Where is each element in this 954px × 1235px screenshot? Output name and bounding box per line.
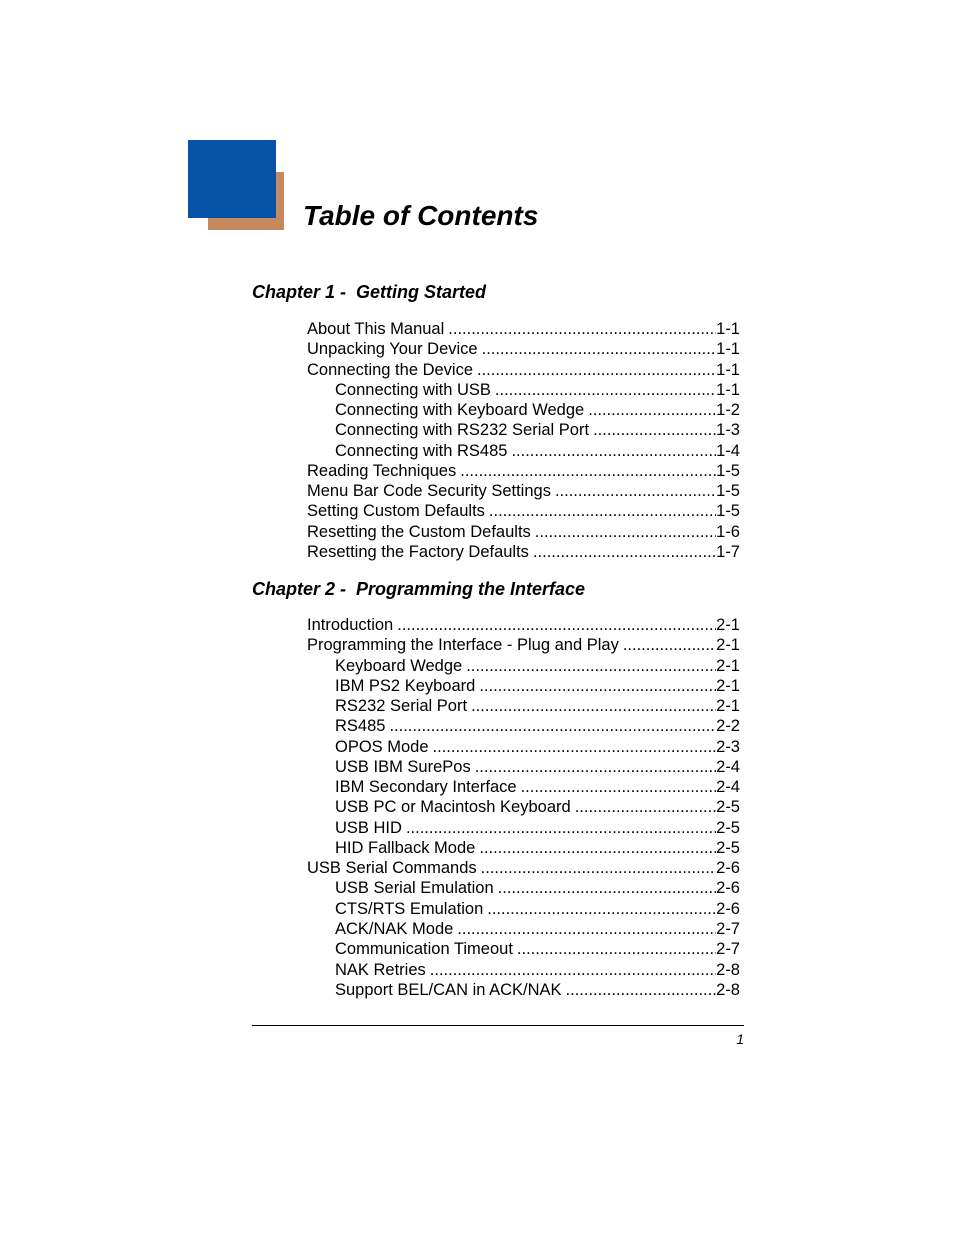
- page-number: 1: [736, 1031, 744, 1047]
- chapter-1-heading: Chapter 1 - Getting Started: [252, 282, 487, 302]
- toc-entry-title: Connecting with RS485: [335, 441, 508, 460]
- toc-entry[interactable]: [307, 461, 740, 481]
- toc-dot-leader: [475, 676, 716, 696]
- toc-entry-title: Reading Techniques: [307, 461, 457, 480]
- toc-dot-leader: [507, 441, 716, 461]
- toc-entry-title: Connecting with RS232 Serial Port: [335, 421, 590, 440]
- toc-dot-leader: [494, 878, 716, 898]
- toc-entry-title: USB IBM SurePos: [335, 757, 471, 776]
- toc-entry-title: RS485: [335, 717, 386, 736]
- toc-entry[interactable]: [307, 878, 740, 898]
- chapter-logo-block: [188, 140, 288, 232]
- toc-entry-page: 2-1: [716, 697, 740, 716]
- toc-dot-leader: [551, 481, 716, 501]
- toc-dot-leader: [471, 757, 716, 777]
- toc-entry[interactable]: [307, 420, 740, 440]
- toc-entry-title: USB PC or Macintosh Keyboard: [335, 798, 571, 817]
- toc-entry[interactable]: [307, 522, 740, 542]
- toc-entry[interactable]: [307, 716, 740, 736]
- toc-entry-title: OPOS Mode: [335, 737, 429, 756]
- toc-entry-title: Support BEL/CAN in ACK/NAK: [335, 980, 562, 999]
- toc-entry-title: Resetting the Custom Defaults: [307, 522, 531, 541]
- toc-entry-page: 2-1: [716, 636, 740, 655]
- toc-entry-title: Keyboard Wedge: [335, 656, 463, 675]
- toc-entry-title: NAK Retries: [335, 960, 426, 979]
- toc-dot-leader: [477, 858, 717, 878]
- toc-entry[interactable]: [307, 481, 740, 501]
- toc-dot-leader: [584, 400, 716, 420]
- toc-entry-title: Menu Bar Code Security Settings: [307, 482, 551, 501]
- toc-dot-leader: [385, 716, 716, 736]
- toc-dot-leader: [475, 838, 716, 858]
- toc-entry[interactable]: [307, 339, 740, 359]
- toc-entry[interactable]: [307, 615, 740, 635]
- toc-entry[interactable]: [307, 656, 740, 676]
- toc-entry-title: Resetting the Factory Defaults: [307, 542, 529, 561]
- toc-dot-leader: [402, 818, 716, 838]
- toc-entry-page: 1-5: [716, 502, 740, 521]
- toc-entry-page: 2-6: [716, 899, 740, 918]
- toc-dot-leader: [517, 777, 717, 797]
- logo-blue-square: [188, 140, 276, 218]
- toc-entry[interactable]: [307, 360, 740, 380]
- toc-dot-leader: [485, 501, 716, 521]
- toc-entry-page: 1-4: [716, 441, 740, 460]
- toc-dot-leader: [478, 339, 717, 359]
- toc-entry-title: Connecting the Device: [307, 360, 474, 379]
- toc-entry-page: 2-1: [716, 656, 740, 675]
- toc-entry[interactable]: [307, 838, 740, 858]
- toc-entry-title: HID Fallback Mode: [335, 838, 476, 857]
- toc-entry-page: 2-8: [716, 980, 740, 999]
- toc-dot-leader: [429, 737, 717, 757]
- toc-entry[interactable]: [307, 400, 740, 420]
- toc-entry[interactable]: [307, 797, 740, 817]
- toc-entry-page: 2-7: [716, 919, 740, 938]
- toc-dot-leader: [491, 380, 716, 400]
- toc-entry-title: Communication Timeout: [335, 940, 513, 959]
- toc-dot-leader: [473, 360, 716, 380]
- toc-dot-leader: [619, 635, 716, 655]
- toc-entry[interactable]: [307, 919, 740, 939]
- toc-entry-page: 1-7: [716, 542, 740, 561]
- toc-entry-title: Connecting with USB: [335, 380, 491, 399]
- toc-entry-page: 2-4: [716, 757, 740, 776]
- toc-entry[interactable]: [307, 501, 740, 521]
- toc-dot-leader: [531, 522, 716, 542]
- toc-entry[interactable]: [307, 757, 740, 777]
- toc-entry-title: Connecting with Keyboard Wedge: [335, 401, 585, 420]
- toc-entry-page: 2-5: [716, 818, 740, 837]
- toc-entry-title: ACK/NAK Mode: [335, 919, 454, 938]
- toc-entry[interactable]: [307, 380, 740, 400]
- toc-entry[interactable]: [307, 676, 740, 696]
- toc-entry-page: 2-5: [716, 798, 740, 817]
- toc-entry-page: 1-5: [716, 461, 740, 480]
- toc-dot-leader: [426, 960, 716, 980]
- toc-dot-leader: [571, 797, 716, 817]
- toc-entry-title: RS232 Serial Port: [335, 697, 468, 716]
- toc-entry-title: CTS/RTS Emulation: [335, 899, 484, 918]
- toc-entry-title: USB Serial Emulation: [335, 879, 494, 898]
- toc-entry[interactable]: [307, 635, 740, 655]
- toc-entry[interactable]: [307, 441, 740, 461]
- toc-dot-leader: [529, 542, 716, 562]
- toc-dot-leader: [453, 919, 716, 939]
- toc-entry-title: Setting Custom Defaults: [307, 502, 485, 521]
- toc-entry-page: 2-8: [716, 960, 740, 979]
- toc-entry[interactable]: [307, 319, 740, 339]
- toc-entry-title: USB Serial Commands: [307, 859, 477, 878]
- toc-dot-leader: [456, 461, 716, 481]
- toc-entry-title: Introduction: [307, 616, 394, 634]
- toc-entry[interactable]: [307, 818, 740, 838]
- footer-rule: [252, 1025, 744, 1026]
- toc-dot-leader: [589, 420, 716, 440]
- toc-entry-title: Programming the Interface - Plug and Play: [307, 636, 619, 655]
- toc-dot-leader: [393, 615, 716, 635]
- toc-entry-page: 1-6: [716, 522, 740, 541]
- toc-dot-leader: [462, 656, 716, 676]
- toc-entry[interactable]: [307, 777, 740, 797]
- toc-entry-page: 2-6: [716, 879, 740, 898]
- toc-entry-page: 2-1: [716, 616, 740, 634]
- chapter-2-entries: [307, 615, 740, 1000]
- toc-entry-page: 1-2: [716, 401, 740, 420]
- toc-entry-page: 2-1: [716, 676, 740, 695]
- toc-dot-leader: [513, 939, 716, 959]
- toc-entry-title: IBM Secondary Interface: [335, 778, 517, 797]
- toc-dot-leader: [467, 696, 716, 716]
- toc-entry-title: USB HID: [335, 818, 402, 837]
- toc-entry-page: 2-6: [716, 859, 740, 878]
- toc-dot-leader: [483, 899, 716, 919]
- page-title: Table of Contents: [303, 200, 539, 231]
- toc-entry[interactable]: [307, 696, 740, 716]
- chapter-1-entries: [307, 319, 740, 562]
- toc-entry-page: 2-5: [716, 838, 740, 857]
- toc-entry[interactable]: [307, 858, 740, 878]
- toc-entry-page: 2-2: [716, 717, 740, 736]
- toc-entry-title: Unpacking Your Device: [307, 340, 478, 359]
- toc-entry[interactable]: [307, 542, 740, 562]
- toc-entry[interactable]: [307, 939, 740, 959]
- toc-entry-page: 2-3: [716, 737, 740, 756]
- toc-dot-leader: [562, 980, 717, 1000]
- toc-entry-title: About This Manual: [307, 320, 445, 338]
- toc-entry-page: 2-4: [716, 778, 740, 797]
- toc-entry-page: 1-1: [716, 360, 740, 379]
- toc-entry-page: 2-7: [716, 940, 740, 959]
- toc-entry-page: 1-3: [716, 421, 740, 440]
- chapter-2-heading: Chapter 2 - Programming the Interface: [252, 579, 586, 599]
- toc-entry-page: 1-5: [716, 482, 740, 501]
- toc-entry[interactable]: [307, 980, 740, 1000]
- toc-entry-page: 1-1: [716, 320, 740, 338]
- toc-dot-leader: [444, 319, 716, 339]
- toc-entry-page: 1-1: [716, 340, 740, 359]
- toc-entry-title: IBM PS2 Keyboard: [335, 676, 476, 695]
- toc-entry-page: 1-1: [716, 380, 740, 399]
- toc-entry[interactable]: [307, 737, 740, 757]
- toc-entry[interactable]: [307, 960, 740, 980]
- toc-entry[interactable]: [307, 899, 740, 919]
